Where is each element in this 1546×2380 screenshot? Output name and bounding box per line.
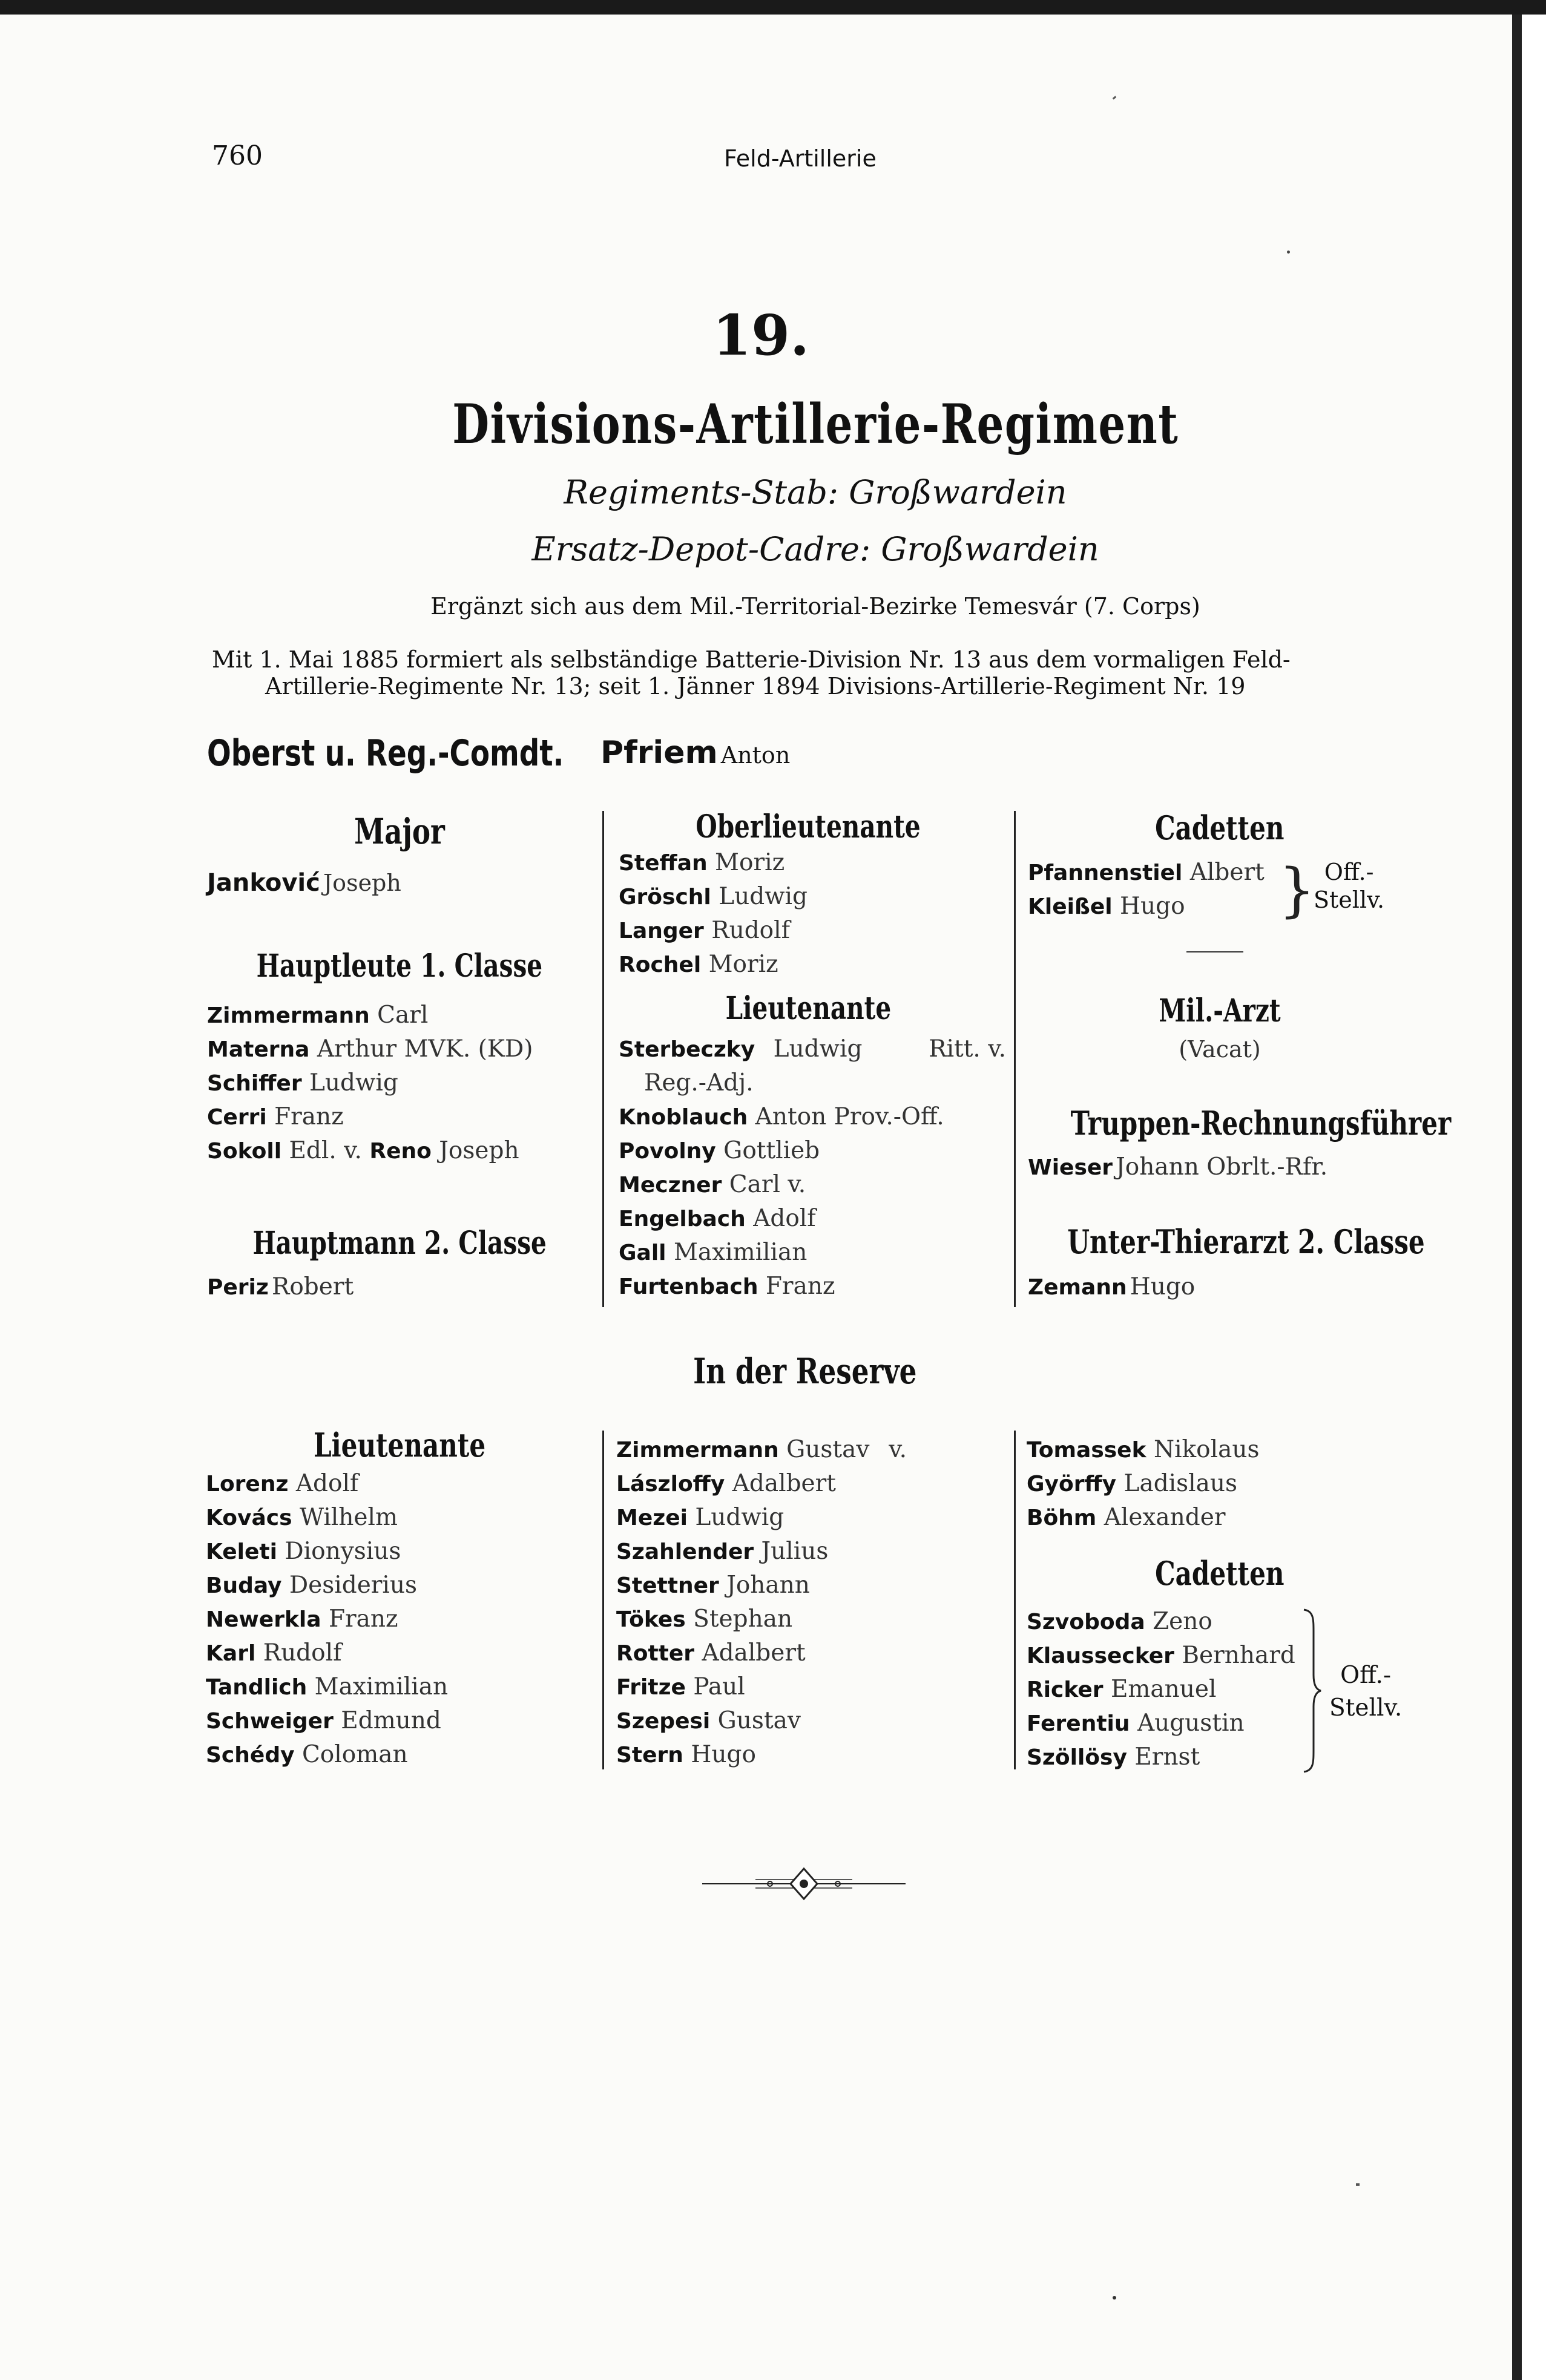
regiment-name: Divisions-Artillerie-Regiment [452, 392, 1179, 456]
scan-speck [1287, 251, 1290, 254]
reserve-cadetten-note: Off.- Stellv. [1329, 1662, 1403, 1722]
cadetten-list [1028, 856, 1265, 923]
history-line-1: Mit 1. Mai 1885 formiert als selbständige Batterie-Division Nr. 13 aus dem vormaligen Feld- [212, 646, 1291, 673]
list-item: Rochel Moriz [619, 951, 778, 978]
list-item: Lorenz Adolf [206, 1470, 359, 1497]
ersatz-depot: Ersatz-Depot-Cadre: Großwardein [531, 530, 1099, 568]
mil-arzt-heading: Mil.-Arzt [1159, 992, 1281, 1029]
reserve-cadetten-list [1027, 1605, 1295, 1774]
list-item: Povolny Gottlieb [619, 1137, 820, 1164]
list-item: Keleti Dionysius [206, 1538, 401, 1565]
list-item: Schédy Coloman [206, 1741, 408, 1768]
list-item: Tomassek Nikolaus [1027, 1436, 1260, 1463]
hauptmann2-name: Periz Robert [207, 1273, 354, 1300]
list-item: Szöllösy Ernst [1027, 1743, 1200, 1771]
list-item: Zimmermann Gustav v. [616, 1436, 907, 1463]
commander-name: Pfriem Anton [600, 735, 791, 771]
truppen-heading: Truppen-Rechnungsführer [1070, 1104, 1452, 1142]
hauptmann2-heading: Hauptmann 2. Classe [252, 1225, 547, 1262]
list-item: Tandlich Maximilian [206, 1673, 449, 1700]
oberlieutenante-list [619, 846, 808, 982]
list-item: Sterbeczky Ludwig Ritt. v. [619, 1035, 1006, 1063]
list-item: Böhm Alexander [1027, 1504, 1226, 1531]
list-item: Gall Maximilian [619, 1239, 808, 1266]
list-item: Langer Rudolf [619, 917, 791, 944]
lieutenante-heading: Lieutenante [725, 990, 891, 1027]
column-rule-1 [602, 811, 604, 1307]
list-item: Sokoll Edl. v. Reno Joseph [207, 1137, 519, 1164]
mil-arzt-value: (Vacat) [1179, 1036, 1261, 1063]
oberlieutenante-heading: Oberlieutenante [696, 808, 921, 845]
list-item: Karl Rudolf [206, 1639, 342, 1667]
list-item: Kovács Wilhelm [206, 1504, 398, 1531]
list-item: Zimmermann Carl [207, 1002, 429, 1029]
regiments-stab: Regiments-Stab: Großwardein [564, 473, 1067, 511]
truppen-name: Wieser Johann Obrlt.-Rfr. [1028, 1153, 1328, 1181]
reserve-lieutenante-heading: Lieutenante [313, 1426, 486, 1464]
list-item: Kleißel Hugo [1028, 893, 1185, 920]
history-line-2: Artillerie-Regimente Nr. 13; seit 1. Jänner 1894 Divisions-Artillerie-Regiment Nr. 19 [265, 673, 1246, 700]
recruitment-line: Ergänzt sich aus dem Mil.-Territorial-Bezirke Temesvár (7. Corps) [430, 593, 1200, 620]
list-item: Szepesi Gustav [616, 1707, 801, 1734]
list-item: Cerri Franz [207, 1103, 344, 1130]
major-name: Janković Joseph [207, 869, 401, 897]
list-item: Knoblauch Anton Prov.-Off. [619, 1103, 944, 1130]
list-item: Newerkla Franz [206, 1605, 398, 1633]
hauptleute-heading: Hauptleute 1. Classe [256, 948, 543, 985]
reserve-col3-list [1027, 1433, 1260, 1535]
list-item: Lászloffy Adalbert [616, 1470, 836, 1497]
list-item: Engelbach Adolf [619, 1205, 816, 1232]
list-item: Stern Hugo [616, 1741, 756, 1768]
reserve-col2-list [616, 1433, 907, 1772]
list-item: Stettner Johann [616, 1572, 810, 1599]
list-item: Ferentiu Augustin [1027, 1710, 1245, 1737]
commander-rank: Oberst u. Reg.-Comdt. [207, 732, 564, 775]
list-item: Reg.-Adj. [644, 1069, 754, 1097]
scan-speck [1113, 2296, 1116, 2300]
cadetten-bracket: } [1278, 856, 1316, 924]
reserve-col1-list [206, 1467, 448, 1772]
column-rule-3 [602, 1431, 604, 1769]
column-rule-4 [1014, 1431, 1016, 1769]
list-item: Mezei Ludwig [616, 1504, 785, 1531]
list-item: Pfannenstiel Albert [1028, 859, 1265, 886]
list-item: Tökes Stephan [616, 1605, 793, 1633]
reserve-heading: In der Reserve [692, 1351, 917, 1392]
list-item: Meczner Carl v. [619, 1171, 806, 1198]
list-item: Furtenbach Franz [619, 1273, 835, 1300]
page-number: 760 [212, 140, 263, 171]
thierarzt-name: Zemann Hugo [1028, 1273, 1196, 1300]
column-rule-2 [1014, 811, 1016, 1307]
list-item: Steffan Moriz [619, 849, 785, 876]
list-item: Buday Desiderius [206, 1572, 418, 1599]
list-item: Rotter Adalbert [616, 1639, 806, 1667]
list-item: Ricker Emanuel [1027, 1676, 1217, 1703]
divider [1186, 951, 1243, 952]
list-item: Gröschl Ludwig [619, 883, 808, 910]
lieutenante-list [619, 1032, 1006, 1303]
list-item: Klaussecker Bernhard [1027, 1642, 1295, 1669]
list-item: Schiffer Ludwig [207, 1069, 398, 1097]
reserve-cadetten-heading: Cadetten [1155, 1554, 1284, 1593]
running-title: Feld-Artillerie [724, 145, 877, 172]
ornament-divider [702, 1865, 906, 1903]
scan-speck [1356, 2183, 1360, 2186]
hauptleute-list [207, 998, 533, 1168]
list-item: Schweiger Edmund [206, 1707, 441, 1734]
list-item: Szahlender Julius [616, 1538, 829, 1565]
regiment-number: 19. [712, 303, 810, 368]
scan-top-edge [0, 0, 1546, 15]
reserve-cadetten-bracket [1300, 1607, 1324, 1774]
cadetten-heading: Cadetten [1155, 808, 1284, 847]
cadetten-note: Off.- Stellv. [1314, 859, 1385, 913]
list-item: Györffy Ladislaus [1027, 1470, 1238, 1497]
list-item: Fritze Paul [616, 1673, 745, 1700]
list-item: Materna Arthur MVK. (KD) [207, 1035, 533, 1063]
list-item: Szvoboda Zeno [1027, 1608, 1212, 1635]
major-heading: Major [354, 811, 445, 852]
thierarzt-heading: Unter-Thierarzt 2. Classe [1067, 1222, 1425, 1261]
